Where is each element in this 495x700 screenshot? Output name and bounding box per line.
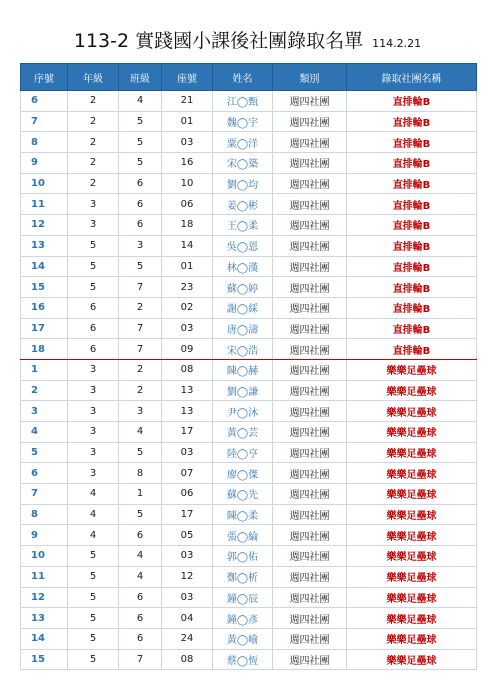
cell-class: 4 [119,566,162,587]
cell-club: 直排輪B [347,297,477,318]
table-row [21,587,477,608]
cell-grade: 6 [68,297,119,318]
cell-club: 樂樂足壘球 [347,380,477,401]
cell-club: 直排輪B [347,339,477,360]
cell-class: 7 [119,339,162,360]
cell-name: 宋◯浩 [213,339,273,360]
cell-seat: 21 [162,91,213,112]
cell-class: 4 [119,422,162,443]
cell-category: 週四社團 [273,628,347,649]
table-row [21,566,477,587]
cell-seat: 08 [162,649,213,670]
cell-class: 1 [119,484,162,505]
cell-grade: 3 [68,215,119,236]
cell-seat: 03 [162,318,213,339]
table-header-row [21,64,477,91]
cell-category: 週四社團 [273,649,347,670]
cell-class: 5 [119,442,162,463]
cell-category: 週四社團 [273,587,347,608]
cell-name: 郭◯佑 [213,546,273,567]
cell-grade: 3 [68,194,119,215]
table-row [21,132,477,153]
cell-seat: 08 [162,359,213,380]
cell-seat: 03 [162,546,213,567]
cell-category: 週四社團 [273,235,347,256]
cell-category: 週四社團 [273,608,347,629]
cell-name: 謝◯綵 [213,297,273,318]
cell-grade: 4 [68,525,119,546]
cell-class: 5 [119,504,162,525]
cell-category: 週四社團 [273,422,347,443]
cell-seat: 14 [162,235,213,256]
cell-seat: 07 [162,463,213,484]
cell-club: 直排輪B [347,111,477,132]
table-row [21,504,477,525]
cell-grade: 5 [68,235,119,256]
cell-club: 樂樂足壘球 [347,649,477,670]
cell-club: 直排輪B [347,91,477,112]
cell-seat: 13 [162,380,213,401]
cell-seat: 23 [162,277,213,298]
cell-class: 6 [119,608,162,629]
cell-category: 週四社團 [273,339,347,360]
cell-seq: 15 [21,649,68,670]
cell-class: 6 [119,587,162,608]
cell-name: 鄭◯析 [213,566,273,587]
cell-seat: 12 [162,566,213,587]
col-header-seat: 座號 [162,64,213,91]
cell-seat: 24 [162,628,213,649]
table-row [21,256,477,277]
cell-seat: 04 [162,608,213,629]
table-row [21,649,477,670]
cell-seq: 8 [21,504,68,525]
cell-seat: 05 [162,525,213,546]
cell-class: 5 [119,111,162,132]
cell-club: 直排輪B [347,256,477,277]
cell-class: 6 [119,215,162,236]
cell-club: 樂樂足壘球 [347,422,477,443]
col-header-club: 錄取社團名稱 [347,64,477,91]
cell-club: 樂樂足壘球 [347,401,477,422]
cell-class: 4 [119,91,162,112]
cell-name: 江◯甄 [213,91,273,112]
cell-name: 林◯漢 [213,256,273,277]
cell-club: 樂樂足壘球 [347,628,477,649]
table-row [21,111,477,132]
cell-name: 張◯綸 [213,525,273,546]
cell-category: 週四社團 [273,215,347,236]
cell-grade: 5 [68,628,119,649]
cell-seq: 14 [21,628,68,649]
cell-grade: 5 [68,587,119,608]
col-header-category: 類別 [273,64,347,91]
table-row [21,442,477,463]
cell-seat: 17 [162,504,213,525]
cell-club: 樂樂足壘球 [347,442,477,463]
cell-seat: 10 [162,173,213,194]
cell-name: 唐◯濤 [213,318,273,339]
cell-seq: 1 [21,359,68,380]
table-row [21,194,477,215]
cell-class: 5 [119,256,162,277]
cell-category: 週四社團 [273,504,347,525]
cell-class: 7 [119,277,162,298]
cell-seq: 13 [21,235,68,256]
cell-category: 週四社團 [273,153,347,174]
cell-seq: 13 [21,608,68,629]
cell-grade: 3 [68,380,119,401]
cell-class: 6 [119,173,162,194]
table-row [21,277,477,298]
title-main: 113-2 實踐國小課後社團錄取名單 [73,30,364,52]
cell-seat: 02 [162,297,213,318]
cell-grade: 3 [68,359,119,380]
table-row [21,173,477,194]
table-row [21,215,477,236]
cell-grade: 6 [68,339,119,360]
cell-seat: 01 [162,111,213,132]
cell-club: 直排輪B [347,153,477,174]
cell-name: 劉◯均 [213,173,273,194]
cell-seat: 03 [162,132,213,153]
cell-club: 直排輪B [347,194,477,215]
cell-seat: 09 [162,339,213,360]
cell-grade: 2 [68,91,119,112]
cell-club: 直排輪B [347,173,477,194]
cell-club: 樂樂足壘球 [347,463,477,484]
cell-club: 直排輪B [347,318,477,339]
cell-club: 直排輪B [347,132,477,153]
cell-name: 姜◯彬 [213,194,273,215]
cell-club: 樂樂足壘球 [347,484,477,505]
cell-name: 蘇◯先 [213,484,273,505]
cell-class: 2 [119,359,162,380]
cell-seat: 16 [162,153,213,174]
cell-grade: 3 [68,463,119,484]
cell-club: 直排輪B [347,235,477,256]
table-row [21,153,477,174]
cell-grade: 4 [68,484,119,505]
cell-grade: 3 [68,422,119,443]
table-row [21,380,477,401]
cell-seq: 12 [21,215,68,236]
table-body [21,91,477,670]
title-date: 114.2.21 [372,37,422,50]
cell-seq: 12 [21,587,68,608]
cell-grade: 2 [68,173,119,194]
cell-seq: 18 [21,339,68,360]
cell-grade: 3 [68,442,119,463]
cell-club: 樂樂足壘球 [347,525,477,546]
cell-seat: 06 [162,484,213,505]
cell-seq: 2 [21,380,68,401]
cell-name: 蔡◯恆 [213,649,273,670]
table-row [21,525,477,546]
cell-class: 3 [119,401,162,422]
cell-seq: 6 [21,463,68,484]
cell-grade: 3 [68,401,119,422]
col-header-class: 班級 [119,64,162,91]
cell-category: 週四社團 [273,525,347,546]
cell-seq: 7 [21,111,68,132]
table-row [21,339,477,360]
cell-grade: 5 [68,649,119,670]
cell-category: 週四社團 [273,132,347,153]
cell-grade: 5 [68,256,119,277]
table-row [21,359,477,380]
cell-club: 樂樂足壘球 [347,504,477,525]
cell-club: 樂樂足壘球 [347,608,477,629]
cell-grade: 5 [68,608,119,629]
table-row [21,484,477,505]
cell-grade: 5 [68,277,119,298]
cell-category: 週四社團 [273,359,347,380]
cell-seat: 03 [162,442,213,463]
table-row [21,91,477,112]
cell-club: 樂樂足壘球 [347,546,477,567]
cell-seq: 7 [21,484,68,505]
cell-grade: 4 [68,504,119,525]
cell-name: 尹◯沐 [213,401,273,422]
cell-name: 陸◯亨 [213,442,273,463]
cell-name: 鐘◯辰 [213,587,273,608]
cell-club: 直排輪B [347,277,477,298]
cell-grade: 2 [68,111,119,132]
cell-seq: 4 [21,422,68,443]
cell-seat: 03 [162,587,213,608]
cell-category: 週四社團 [273,111,347,132]
table-row [21,401,477,422]
cell-class: 6 [119,194,162,215]
cell-seq: 11 [21,566,68,587]
table-row [21,297,477,318]
cell-seq: 11 [21,194,68,215]
cell-club: 樂樂足壘球 [347,359,477,380]
cell-seq: 5 [21,442,68,463]
table-row [21,235,477,256]
cell-name: 劉◯謙 [213,380,273,401]
cell-seq: 8 [21,132,68,153]
table-row [21,318,477,339]
cell-seq: 15 [21,277,68,298]
cell-class: 5 [119,132,162,153]
page-title [0,26,495,53]
cell-class: 2 [119,380,162,401]
cell-name: 黃◯喻 [213,628,273,649]
col-header-grade: 年級 [68,64,119,91]
cell-seat: 06 [162,194,213,215]
cell-category: 週四社團 [273,566,347,587]
cell-name: 廖◯傑 [213,463,273,484]
cell-category: 週四社團 [273,401,347,422]
cell-name: 宋◯築 [213,153,273,174]
cell-seq: 17 [21,318,68,339]
col-header-name: 姓名 [213,64,273,91]
cell-seq: 9 [21,525,68,546]
cell-category: 週四社團 [273,277,347,298]
cell-seq: 3 [21,401,68,422]
cell-seq: 10 [21,173,68,194]
cell-seq: 9 [21,153,68,174]
cell-category: 週四社團 [273,546,347,567]
cell-grade: 5 [68,566,119,587]
cell-category: 週四社團 [273,297,347,318]
enrollment-table [20,63,477,670]
cell-class: 2 [119,297,162,318]
cell-grade: 6 [68,318,119,339]
table-row [21,608,477,629]
cell-category: 週四社團 [273,484,347,505]
cell-class: 6 [119,525,162,546]
cell-name: 王◯柔 [213,215,273,236]
cell-club: 樂樂足壘球 [347,566,477,587]
cell-class: 7 [119,649,162,670]
cell-category: 週四社團 [273,194,347,215]
cell-seq: 10 [21,546,68,567]
table-row [21,422,477,443]
cell-club: 直排輪B [347,215,477,236]
cell-seat: 01 [162,256,213,277]
cell-category: 週四社團 [273,256,347,277]
cell-class: 5 [119,153,162,174]
col-header-seq: 序號 [21,64,68,91]
cell-seat: 17 [162,422,213,443]
cell-name: 黃◯芸 [213,422,273,443]
cell-name: 陳◯赫 [213,359,273,380]
cell-grade: 2 [68,153,119,174]
cell-class: 4 [119,546,162,567]
cell-name: 鐘◯彥 [213,608,273,629]
cell-name: 魏◯宇 [213,111,273,132]
table-row [21,628,477,649]
cell-grade: 2 [68,132,119,153]
cell-grade: 5 [68,546,119,567]
cell-name: 陳◯柔 [213,504,273,525]
cell-category: 週四社團 [273,463,347,484]
table-row [21,546,477,567]
cell-seq: 16 [21,297,68,318]
cell-club: 樂樂足壘球 [347,587,477,608]
cell-category: 週四社團 [273,91,347,112]
cell-category: 週四社團 [273,318,347,339]
cell-seq: 14 [21,256,68,277]
cell-category: 週四社團 [273,442,347,463]
cell-name: 粟◯洋 [213,132,273,153]
cell-seat: 13 [162,401,213,422]
cell-category: 週四社團 [273,380,347,401]
cell-class: 6 [119,628,162,649]
cell-name: 吳◯恩 [213,235,273,256]
cell-seat: 18 [162,215,213,236]
table-row [21,463,477,484]
cell-name: 蘇◯婷 [213,277,273,298]
cell-seq: 6 [21,91,68,112]
cell-class: 3 [119,235,162,256]
cell-class: 8 [119,463,162,484]
cell-category: 週四社團 [273,173,347,194]
cell-class: 7 [119,318,162,339]
